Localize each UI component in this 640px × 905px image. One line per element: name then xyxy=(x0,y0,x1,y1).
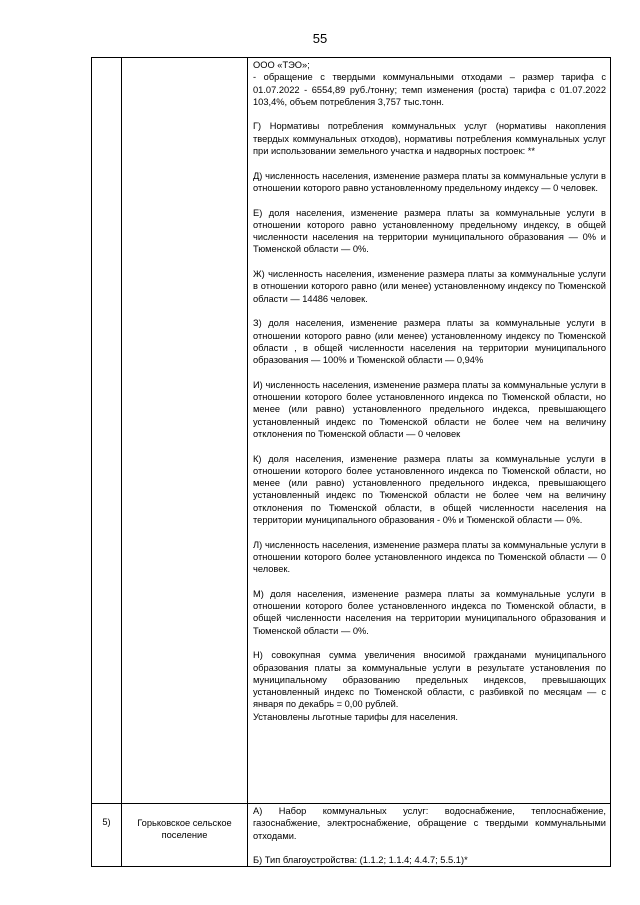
municipality-name: Горьковское сельское поселение xyxy=(137,818,232,841)
paragraph-utility-set: А) Набор коммунальных услуг: водоснабжение, теплоснабжение, газоснабжение, электроснабжение, обращение с твердыми коммунальными отходами. xyxy=(253,806,606,841)
page-number: 55 xyxy=(312,31,328,46)
paragraph-10: Н) совокупная сумма увеличения вносимой гражданами муниципального образования платы за коммунальные услуги в результате установления по муниципальному образованию предельных индексов, превышающих установленный индекс по Тюменской области, с разбивкой по месяцам — с января по декабрь = 0,00 рублей. xyxy=(253,650,606,710)
closing-line: Установлены льготные тарифы для населения. xyxy=(253,711,458,722)
row-number: 5) xyxy=(102,817,111,827)
details-text xyxy=(248,58,610,723)
municipal-utilities-table xyxy=(91,57,611,867)
details-cell xyxy=(248,58,611,804)
paragraph-7: К) доля населения, изменение размера платы за коммунальные услуги в отношении которого более установленного индекса по Тюменской области, но менее (или равно) установленного предельного индекса, превышающего установленный индекс по Тюменской области не более чем на величину отклонения по Тюменской области, в общей численности населения на территории муниципального образования - 0% и Тюменской области — 0%. xyxy=(253,453,606,525)
table-row-continued xyxy=(92,58,611,804)
details-cell xyxy=(248,804,611,867)
municipality-name-cell xyxy=(122,804,248,867)
paragraph-8: Л) численность населения, изменение размера платы за коммунальные услуги в отношении которого более установленного индекса по Тюменской области — 0 человек. xyxy=(253,539,606,575)
row-number-cell xyxy=(92,804,122,867)
paragraph-4: Ж) численность населения, изменение размера платы за коммунальные услуги в отношении которого равно (или менее) установленному индексу по Тюменской области — 14486 человек. xyxy=(253,269,606,304)
paragraph-1: Г) Нормативы потребления коммунальных услуг (нормативы накопления твердых коммунальных отходов), нормативы потребления коммунальных услуг при использовании земельного участка и надворных построек: ** xyxy=(253,121,606,157)
details-text xyxy=(248,804,610,866)
paragraph-improvement-type: Б) Тип благоустройства: (1.1.2; 1.1.4; 4.4.7; 5.5.1)* xyxy=(253,855,468,866)
paragraph-6: И) численность населения, изменение размера платы за коммунальные услуги в отношении которого более установленного индекса по Тюменской области, но менее (или равно) установленного предельного индекса, превышающего установленный индекс по Тюменской области не более чем на величину отклонения по Тюменской области — 0 человек xyxy=(253,379,606,439)
municipality-name-cell xyxy=(122,58,248,804)
table-row-gorkovskoe xyxy=(92,804,611,867)
paragraph-0: ООО «ТЭО»; - обращение с твердыми коммунальными отходами – размер тарифа с 01.07.2022 - 6554,89 руб./тонну; темп изменения (роста) тарифа с 01.07.2022 103,4%, объем потребления 3,757 тыс.тонн. xyxy=(253,60,606,107)
paragraph-5: З) доля населения, изменение размера платы за коммунальные услуги в отношении которого равно (или менее) установленному индексу по Тюменской области , в общей численности населения на территории муниципального образования — 100% и Тюменской области — 0,94% xyxy=(253,318,606,366)
paragraph-9: М) доля населения, изменение размера платы за коммунальные услуги в отношении которого более установленного индекса по Тюменской области, в общей численности населения на территории муниципального образования и Тюменской области — 0%. xyxy=(253,588,606,636)
paragraph-2: Д) численность населения, изменение размера платы за коммунальные услуги в отношении которого равно установленному предельному индексу — 0 человек. xyxy=(253,170,606,193)
row-number-cell xyxy=(92,58,122,804)
paragraph-3: Е) доля населения, изменение размера платы за коммунальные услуги в отношении которого равно установленному предельному индексу, в общей численности населения на территории муниципального образования — 0% и Тюменской области — 0%. xyxy=(253,207,606,255)
